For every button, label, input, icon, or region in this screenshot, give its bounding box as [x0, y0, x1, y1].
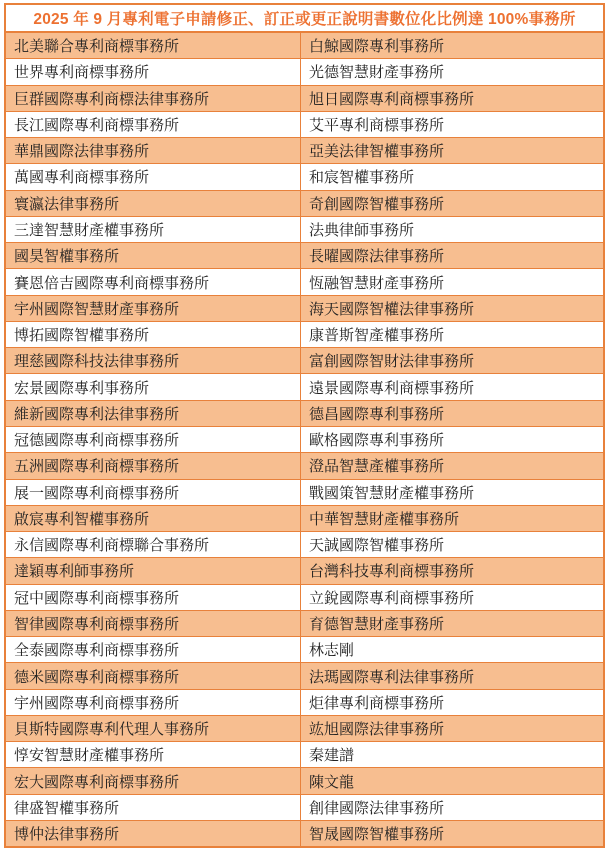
table-row — [6, 611, 603, 637]
table-row — [6, 637, 603, 663]
table-cell-left-office: 冠中國際專利商標事務所 — [6, 585, 301, 610]
table-cell-right-office: 澄品智慧產權事務所 — [309, 458, 445, 476]
table-cell-right-office: 育德智慧財產事務所 — [309, 615, 445, 633]
table-cell-right-office: 炬律專利商標事務所 — [309, 694, 445, 712]
table-cell-left-office: 博拓國際智權事務所 — [6, 322, 301, 347]
table-cell-right-office: 中華智慧財產權事務所 — [309, 510, 460, 528]
table-cell-left-office: 展一國際專利商標事務所 — [6, 480, 301, 505]
table-cell-left-office: 啟宸專利智權事務所 — [6, 506, 301, 531]
table-cell-right-office: 秦建譜 — [309, 747, 355, 765]
table-cell-left-office: 五洲國際專利商標事務所 — [6, 453, 301, 478]
table-cell-right-office: 遠景國際專利商標事務所 — [309, 379, 475, 397]
table-cell-left-office: 賽恩倍吉國際專利商標事務所 — [6, 269, 301, 294]
table-row — [6, 821, 603, 846]
table-cell-left-office: 律盛智權事務所 — [6, 795, 301, 820]
table-cell-right-office: 法典律師事務所 — [309, 221, 415, 239]
table-row — [6, 742, 603, 768]
table-cell-left-office: 全泰國際專利商標事務所 — [6, 637, 301, 662]
table-cell-left-office: 長江國際專利商標事務所 — [6, 112, 301, 137]
table-row — [6, 716, 603, 742]
table-body — [6, 33, 603, 846]
table-cell-right-office: 和宸智權事務所 — [309, 169, 415, 187]
table-cell-left-office: 達穎專利師事務所 — [6, 558, 301, 583]
table-cell-left-office: 惇安智慧財產權事務所 — [6, 742, 301, 767]
table-row — [6, 164, 603, 190]
table-cell-left-office: 北美聯合專利商標事務所 — [6, 33, 301, 58]
table-cell-right-office: 亞美法律智權事務所 — [309, 143, 445, 161]
table-row — [6, 243, 603, 269]
table-row — [6, 585, 603, 611]
table-cell-left-office: 永信國際專利商標聯合事務所 — [6, 532, 301, 557]
table-row — [6, 532, 603, 558]
table-cell-right-office: 康普斯智產權事務所 — [309, 327, 445, 345]
table-cell-left-office: 國昊智權事務所 — [6, 243, 301, 268]
table-cell-left-office: 維新國際專利法律事務所 — [6, 401, 301, 426]
table-cell-right-office: 旭日國際專利商標事務所 — [309, 90, 475, 108]
table-cell-right-office: 奇創國際智權事務所 — [309, 195, 445, 213]
table-cell-right-office: 創律國際法律事務所 — [309, 799, 445, 817]
table-cell-right-office: 白鯨國際專利事務所 — [309, 38, 445, 56]
table-cell-right-office: 富創國際智財法律事務所 — [309, 353, 475, 371]
table-cell-right-office: 竑旭國際法律事務所 — [309, 721, 445, 739]
table-cell-right-office: 長曜國際法律事務所 — [309, 248, 445, 266]
table-cell-right-office: 歐格國際專利事務所 — [309, 432, 445, 450]
table-cell-left-office: 宇州國際專利商標事務所 — [6, 690, 301, 715]
table-cell-left-office: 德米國際專利商標事務所 — [6, 663, 301, 688]
table-row — [6, 768, 603, 794]
table-row — [6, 663, 603, 689]
table-cell-right-office: 陳文龍 — [309, 773, 355, 791]
table-row — [6, 191, 603, 217]
table-row — [6, 453, 603, 479]
table-row — [6, 269, 603, 295]
table-row — [6, 795, 603, 821]
table-row — [6, 348, 603, 374]
table-cell-right-office: 光德智慧財產事務所 — [309, 64, 445, 82]
table-cell-right-office: 戰國策智慧財產權事務所 — [309, 484, 475, 502]
offices-table — [4, 3, 605, 848]
table-cell-left-office: 貝斯特國際專利代理人事務所 — [6, 716, 301, 741]
table-row — [6, 506, 603, 532]
table-cell-left-office: 冠德國際專利商標事務所 — [6, 427, 301, 452]
table-cell-left-office: 寰瀛法律事務所 — [6, 191, 301, 216]
table-cell-right-office: 立銳國際專利商標事務所 — [309, 589, 475, 607]
table-cell-left-office: 巨群國際專利商標法律事務所 — [6, 86, 301, 111]
table-row — [6, 558, 603, 584]
table-row — [6, 427, 603, 453]
table-cell-left-office: 理慈國際科技法律事務所 — [6, 348, 301, 373]
table-cell-left-office: 博仲法律事務所 — [6, 821, 301, 846]
table-cell-left-office: 宇州國際智慧財產事務所 — [6, 296, 301, 321]
table-cell-left-office: 世界專利商標事務所 — [6, 59, 301, 84]
table-row — [6, 480, 603, 506]
table-row — [6, 401, 603, 427]
table-cell-right-office: 智晟國際智權事務所 — [309, 826, 445, 844]
table-title: 2025 年 9 月專利電子申請修正、訂正或更正說明書數位化比例達 100%事務所 — [33, 11, 576, 28]
table-cell-right-office: 法瑪國際專利法律事務所 — [309, 668, 475, 686]
table-row — [6, 86, 603, 112]
table-row — [6, 374, 603, 400]
table-cell-right-office: 海天國際智權法律事務所 — [309, 300, 475, 318]
table-cell-left-office: 萬國專利商標事務所 — [6, 164, 301, 189]
table-row — [6, 322, 603, 348]
table-cell-right-office: 台灣科技專利商標事務所 — [309, 563, 475, 581]
table-cell-left-office: 宏景國際專利事務所 — [6, 374, 301, 399]
table-row — [6, 217, 603, 243]
table-cell-left-office: 智律國際專利商標事務所 — [6, 611, 301, 636]
table-row — [6, 112, 603, 138]
table-row — [6, 33, 603, 59]
table-cell-right-office: 林志剛 — [309, 642, 355, 660]
table-cell-left-office: 華鼎國際法律事務所 — [6, 138, 301, 163]
table-row — [6, 296, 603, 322]
table-title-row — [6, 5, 603, 33]
table-row — [6, 138, 603, 164]
table-cell-right-office: 艾平專利商標事務所 — [309, 116, 445, 134]
table-row — [6, 59, 603, 85]
table-cell-right-office: 德昌國際專利事務所 — [309, 405, 445, 423]
table-cell-left-office: 三達智慧財產權事務所 — [6, 217, 301, 242]
table-cell-right-office: 天誠國際智權事務所 — [309, 537, 445, 555]
table-row — [6, 690, 603, 716]
table-cell-right-office: 恆融智慧財產事務所 — [309, 274, 445, 292]
table-cell-left-office: 宏大國際專利商標事務所 — [6, 768, 301, 793]
